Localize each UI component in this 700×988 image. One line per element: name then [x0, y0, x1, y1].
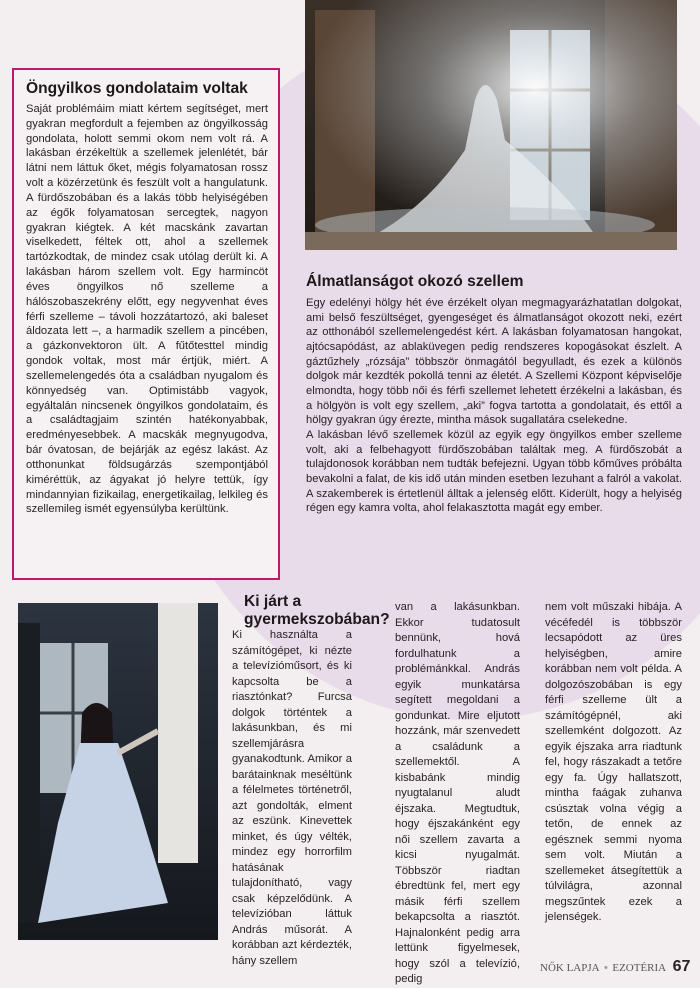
- page-footer: [540, 958, 691, 976]
- girl-illustration: [18, 603, 218, 940]
- personal-story-box: [12, 68, 280, 580]
- section3-column-3: nem volt műszaki hibája. A vécéfedél is többször lecsapódott az üres helyiségben, amire korábban nem volt példa. A dolgozószobában is egy férfi szelleme ült a számítógépnél, aki szellemként dolgozott. Az egyik éjszaka arra riadtunk fel, hogy rászakadt a tetőre egy fa. Úgy hallatszott, mintha faágak zuhanva csúsztak volna végig a tetőn, de ennek az egésznek semmi nyoma sem volt. Miután a szellemeket átsegítettük a túlvilágra, azonnal megszűntek ezek a jelenségek.: [545, 601, 682, 923]
- section-name: EZOTÉRIA: [612, 962, 667, 974]
- footer-separator: •: [604, 962, 608, 974]
- insomnia-article: [306, 273, 682, 516]
- girl-photo: [18, 603, 218, 940]
- section3-title: Ki járt a gyermekszobában?: [244, 593, 390, 628]
- ghost-photo: [305, 0, 677, 250]
- section2-paragraph: Egy edelényi hölgy hét éve érzékelt olyan megmagyarázhatatlan dolgokat, ami belső feszültséget, gyengeséget és álmatlanságot okozott neki, ezért az otthonából szellemelengedést kért. A lakásban folyamatosan hangokat, ajtócsapódást, az ablaküvegen pedig rendszeres kopogásokat észlelt. A gáztűzhely „rózsája” többször önmagától begyulladt, és ezek a különös dolgok már kezdték pokollá tenni az életét. A Szellemi Központ képviselője elmondta, hogy több női és férfi szellemet lehetett érzékelni a lakásban, és a hölgyön is volt egy szellem, „aki” fogva tartotta a gondolatait, és ettől a hölgy gyakran úgy érezte, mintha mások sugallatára cselekedne.: [306, 297, 682, 427]
- section2-paragraph: A lakásban lévő szellemek közül az egyik egy öngyilkos ember szelleme volt, aki a felbehagyott fürdőszobában találtak meg. A fürdőszobát a tulajdonosok korábban nem tudták befejezni. Ugyan több kőműves próbálta bevakolni a falat, de kis idő után minden esetben lezuhant a falról a vakolat. A szakemberek is értetlenül álltak a jelenség előtt. Kiderült, hogy a helyiség régen egy kamra volta, ahol felakasztotta magát egy ember.: [306, 428, 682, 515]
- box-text: Saját problémáim miatt kértem segítséget, mert gyakran megfordult a fejemben az öngyilkosság gondolata, holott semmi okom nem volt rá. A lakásban érzékeltük a szellemek jelenlétét, bár látni nem láttuk őket, mégis folyamatosan rossz volt a közérzetünk és feszült volt a hangulatunk. A fürdőszobában és a lakás több helyiségében az égők folyamatosan sercegtek, nagyon gyakran kiégtek. A két macskánk zavartan viselkedett, féltek ott, ahol a szellemek tartózkodtak, de mindez csak utólag derült ki. A lakásban három szellem volt. Egy harmincöt éves öngyilkos nő szelleme a hálószobaszekrény előtt, egy negyvenhat éves férfi szelleme – távoli hozzátartozó, aki baleset áldozata lett –, a harmadik szellem a pincében, a gázkonvektoron ült. A fűtőtesttel mindig gondok voltak, most már értjük, miért. A szellemelengedés óta a családban nyugalom és könnyedség van. Optimistább vagyok, egyáltalán nincsenek öngyilkos gondolataim, és a családtagjaim szintén hatékonyabbak, eredményesebbek. A macskák megnyugodva, bár óvatosan, de bejárják az egész lakást. Az otthonunkat földsugárzás szempontjából kiméréttük, az ágyakat jó helyre tettük, így mindannyian fizikailag, energetikailag, lelkileg és szellemileg ismét egyensúlyba kerültünk.: [26, 103, 268, 516]
- ghost-illustration: [305, 0, 677, 250]
- section2-title: Álmatlanságot okozó szellem: [306, 273, 524, 290]
- magazine-brand: NŐK LAPJA: [540, 962, 600, 974]
- page-number: 67: [672, 958, 691, 975]
- section3-column-1: Ki használta a számítógépet, ki nézte a televízióműsort, és ki kapcsolta be a riasztónkat? Furcsa dolgok történtek a lakásunkban, és mi szellemjárásra gyanakodtunk. Amikor a barátainknak meséltünk a félelmetes történetről, azt gondolták, elment az eszünk. Kinevettek minket, és úgy vélték, mindez egy horrorfilm hatásának tulajdonítható, vagy csak képzelődünk. A televízióban láttuk András műsorát. A korábban azt kérdezték, hány szellem: [232, 629, 352, 967]
- box-title: Öngyilkos gondolataim voltak: [26, 80, 248, 97]
- section3-column-2: van a lakásunkban. Ekkor tudatosult bennünk, hová fordulhatunk a problémánkkal. András egyik munkatársa segített megoldani a gondunkat. Mire eljutott hozzánk, már szenvedett a családunk a szellemektől. A kisbabánk mindig nyugtalanul aludt éjszaka. Megtudtuk, hogy éjszakánként egy női szellem zavarta a kicsi nyugalmát. Többször riadtan ébredtünk fel, mert egy másik férfi szellem bekapcsolta a riasztót. Hajnalonként pedig arra lettünk figyelmesek, hogy szól a televízió, pedig: [395, 601, 520, 985]
